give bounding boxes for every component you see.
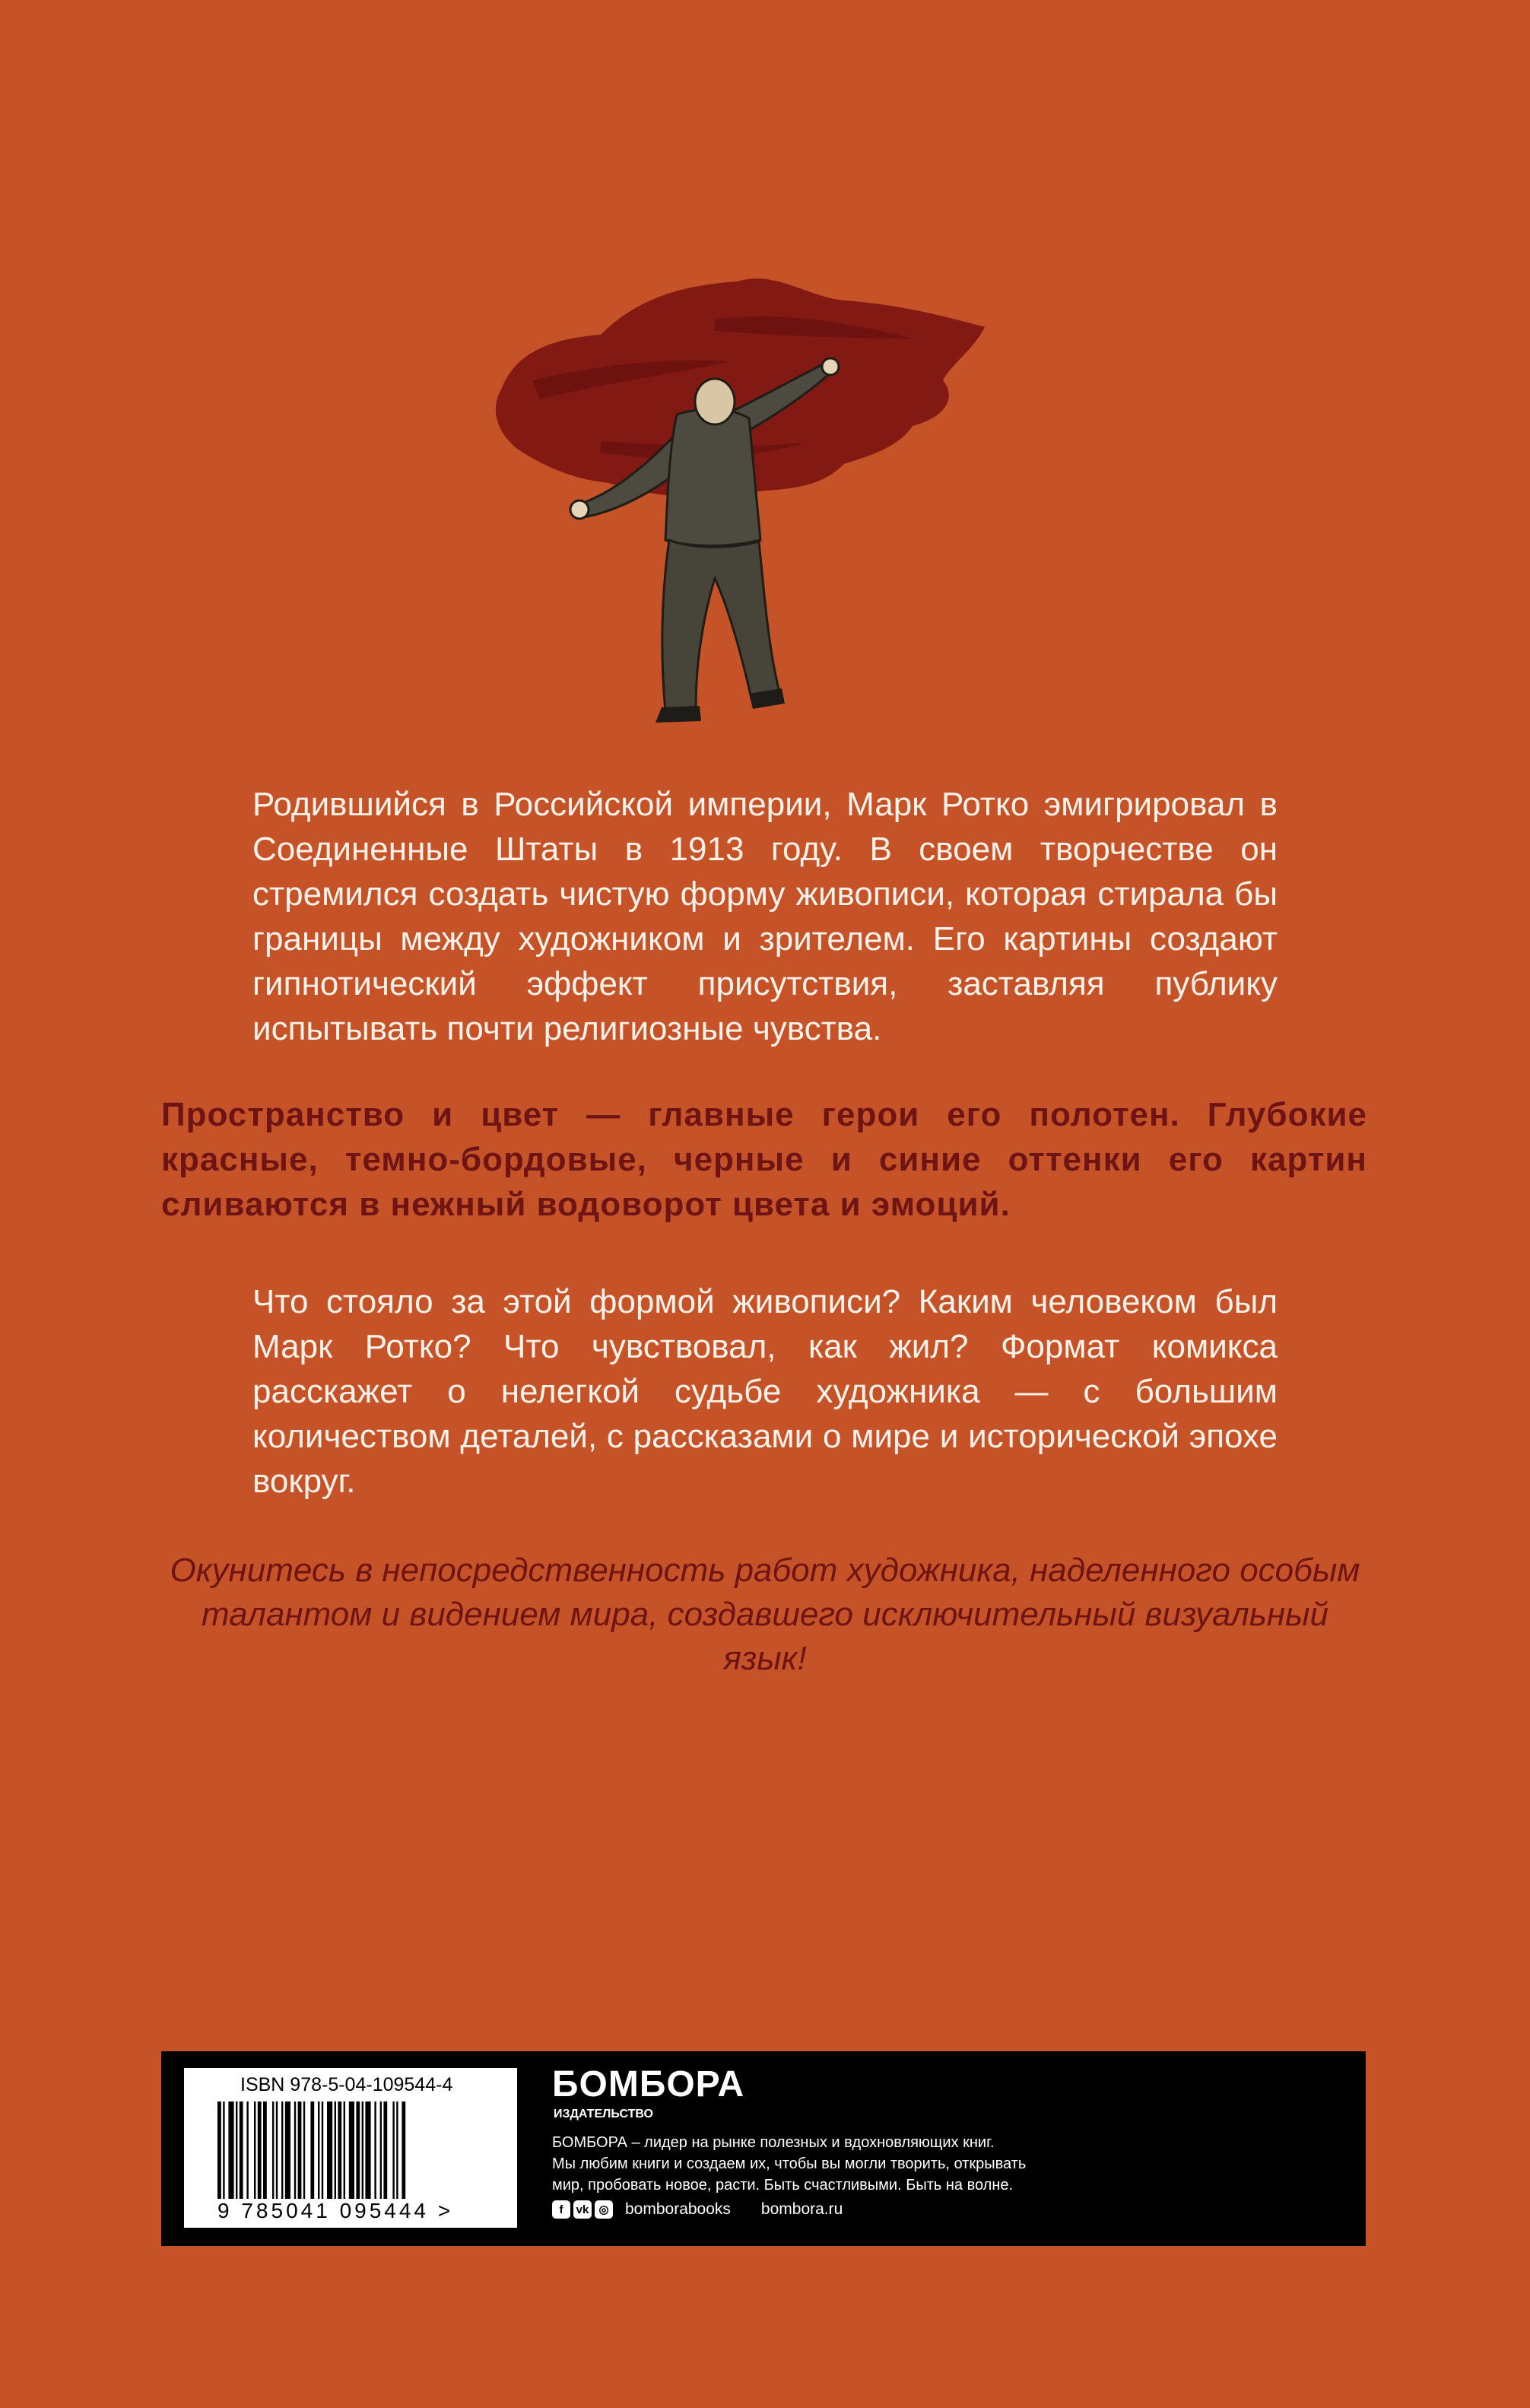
barcode-bar xyxy=(272,2101,274,2199)
publisher-desc-line: мир, пробовать новое, расти. Быть счастливыми. Быть на волне. xyxy=(552,2177,1014,2194)
barcode-icon xyxy=(217,2101,484,2199)
hand-right xyxy=(822,358,839,375)
description-paragraph-3: Что стояло за этой формой живописи? Каким человеком был Марк Ротко? Что чувствовал, как жил? Формат комикса расскажет о нелегкой судьбе художника — с большим количеством деталей, с рассказами о мире и исторической эпохе вокруг. xyxy=(252,1283,1278,1500)
social-handle[interactable]: bomborabooks xyxy=(625,2200,731,2218)
publisher-desc-line: Мы любим книги и создаем их, чтобы вы могли творить, открывать xyxy=(552,2155,1027,2172)
shoe-left xyxy=(655,706,701,723)
barcode-bar xyxy=(396,2101,398,2199)
barcode-bar xyxy=(240,2101,243,2199)
barcode-bar xyxy=(236,2101,237,2199)
barcode-bar xyxy=(402,2101,405,2199)
barcode-bar xyxy=(281,2101,283,2199)
trousers xyxy=(662,540,779,711)
barcode-bar xyxy=(246,2101,248,2199)
jacket xyxy=(665,409,760,545)
cover-illustration xyxy=(487,266,1004,738)
barcode-bar xyxy=(223,2101,224,2199)
barcode-bar xyxy=(310,2101,314,2199)
publisher-description xyxy=(552,2132,1130,2196)
barcode-bar xyxy=(374,2101,376,2199)
barcode-bar xyxy=(276,2101,278,2199)
barcode-bar xyxy=(344,2101,345,2199)
social-row xyxy=(552,2200,843,2219)
facebook-icon[interactable]: f xyxy=(552,2200,570,2219)
instagram-icon[interactable]: ◎ xyxy=(595,2200,613,2219)
barcode-bar xyxy=(365,2101,370,2199)
barcode-bar xyxy=(349,2101,354,2199)
barcode-bar xyxy=(285,2101,290,2199)
publisher-subtitle: ИЗДАТЕЛЬСТВО xyxy=(554,2108,653,2121)
barcode-bar xyxy=(327,2101,332,2199)
barcode-box xyxy=(184,2068,517,2228)
barcode-bar xyxy=(392,2101,394,2199)
description-paragraph-2-bold: Пространство и цвет — главные герои его полотен. Глубокие красные, темно-бордовые, черные и синие оттенки его картин сливаются в нежный водоворот цвета и эмоций. xyxy=(161,1096,1367,1223)
description-paragraph-1: Родившийся в Российской империи, Марк Ротко эмигрировал в Соединенные Штаты в 1913 году. В своем творчестве он стремился создать чистую форму живописи, которая стирала бы границы между художником и зрителем. Его картины создают гипнотический эффект присутствия, заставляя публику испытывать почти религиозные чувства. xyxy=(252,786,1278,1047)
barcode-bar xyxy=(303,2101,305,2199)
barcode-bar xyxy=(335,2101,336,2199)
website-link[interactable]: bombora.ru xyxy=(760,2200,843,2218)
hand-left xyxy=(570,500,589,519)
barcode-bar xyxy=(217,2101,221,2199)
barcode-bar xyxy=(228,2101,233,2199)
barcode-bar xyxy=(258,2101,262,2199)
publisher-logo: БОМБОРА xyxy=(552,2064,745,2105)
head xyxy=(695,379,735,424)
barcode-bar xyxy=(318,2101,319,2199)
barcode-bar xyxy=(338,2101,341,2199)
barcode-bar xyxy=(298,2101,302,2199)
barcode-bar xyxy=(254,2101,256,2199)
isbn-digits: 9 785041 095444 > xyxy=(217,2199,454,2222)
barcode-bar xyxy=(263,2101,267,2199)
vk-icon[interactable]: vk xyxy=(573,2200,592,2219)
barcode-bar xyxy=(380,2101,382,2199)
barcode-bar xyxy=(294,2101,296,2199)
isbn-label: ISBN 978-5-04-109544-4 xyxy=(240,2074,453,2095)
barcode-bar xyxy=(322,2101,323,2199)
barcode-bar xyxy=(383,2101,387,2199)
publisher-band xyxy=(161,2051,1366,2246)
closing-italic-paragraph: Окунитесь в непосредственность работ художника, наделенного особым талантом и видением мира, создавшего исключительный визуальный язык! xyxy=(170,1552,1360,1677)
barcode-bar xyxy=(356,2101,360,2199)
barcode-bar xyxy=(362,2101,363,2199)
publisher-desc-line: БОМБОРА – лидер на рынке полезных и вдохновляющих книг. xyxy=(552,2134,995,2151)
